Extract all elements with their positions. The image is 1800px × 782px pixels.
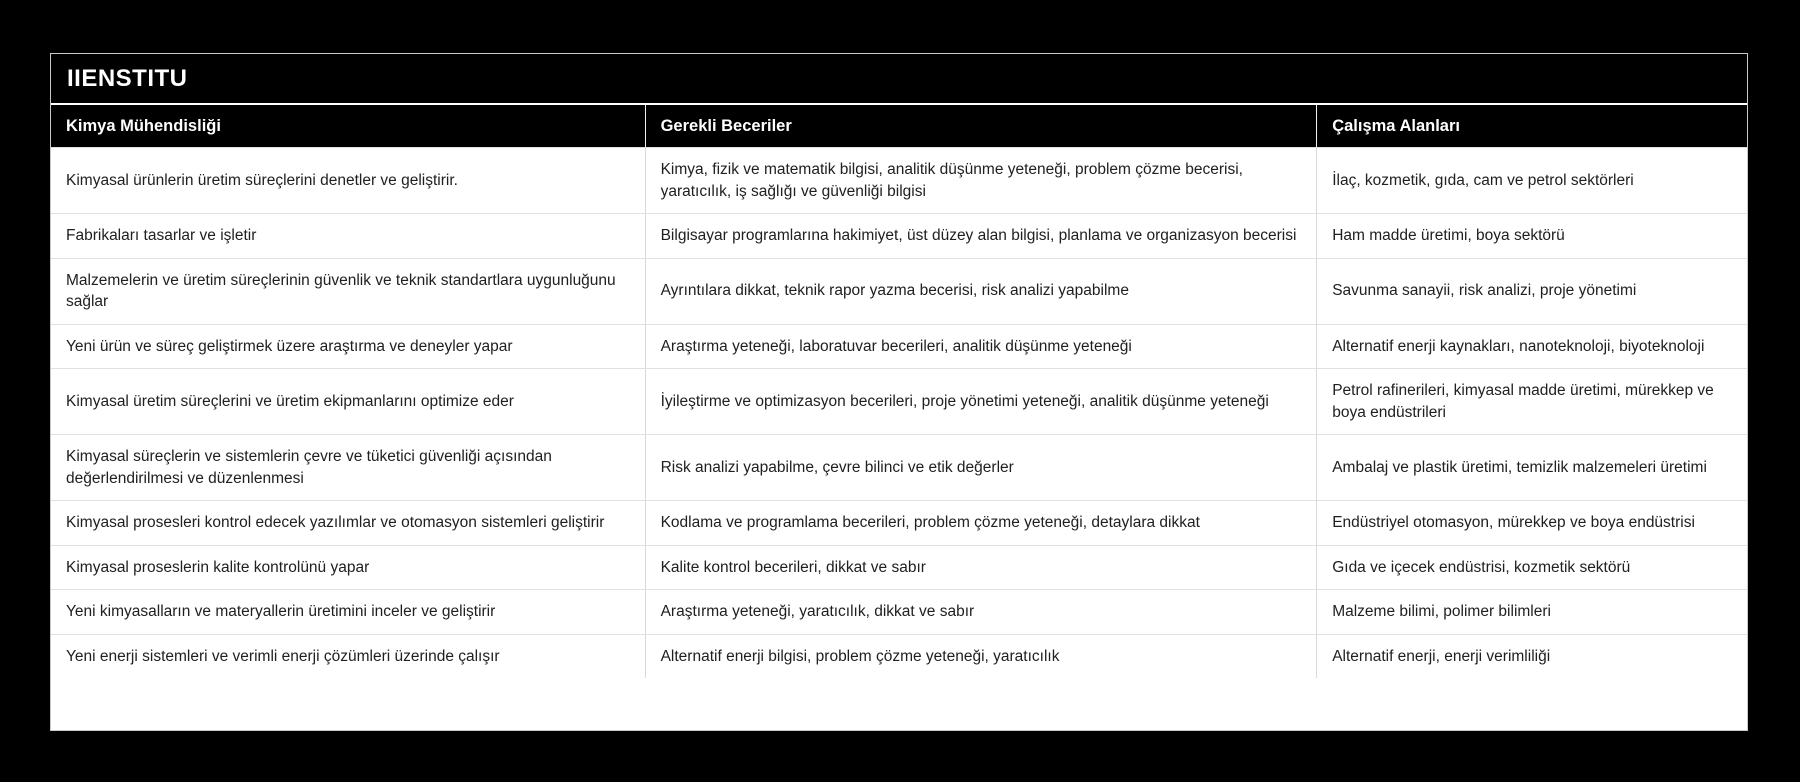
cell-areas: Malzeme bilimi, polimer bilimleri [1316, 590, 1747, 634]
cell-skills: İyileştirme ve optimizasyon becerileri, proje yönetimi yeteneği, analitik düşünme yeteneği [645, 369, 1317, 434]
cell-areas: Endüstriyel otomasyon, mürekkep ve boya endüstrisi [1316, 501, 1747, 545]
cell-areas: Ham madde üretimi, boya sektörü [1316, 214, 1747, 258]
cell-skills: Kalite kontrol becerileri, dikkat ve sabır [645, 546, 1317, 590]
column-header-required-skills: Gerekli Beceriler [645, 105, 1317, 147]
cell-role: Yeni ürün ve süreç geliştirmek üzere araştırma ve deneyler yapar [66, 337, 513, 355]
cell-areas: Alternatif enerji, enerji verimliliği [1316, 635, 1747, 679]
table-row [51, 324, 1747, 369]
cell-skills: Alternatif enerji bilgisi, problem çözme yeteneği, yaratıcılık [645, 635, 1317, 679]
column-header-profession: Kimya Mühendisliği [66, 117, 221, 135]
cell-areas: Gıda ve içecek endüstrisi, kozmetik sektörü [1316, 546, 1747, 590]
table-header-row [51, 105, 1747, 147]
content-card [50, 53, 1748, 731]
cell-areas: Petrol rafinerileri, kimyasal madde üretimi, mürekkep ve boya endüstrileri [1316, 369, 1747, 434]
cell-skills: Kodlama ve programlama becerileri, problem çözme yeteneği, detaylara dikkat [645, 501, 1317, 545]
table-row [51, 434, 1747, 500]
cell-role: Kimyasal ürünlerin üretim süreçlerini denetler ve geliştirir. [66, 171, 458, 189]
cell-role: Kimyasal üretim süreçlerini ve üretim ekipmanlarını optimize eder [66, 392, 514, 410]
cell-role: Kimyasal süreçlerin ve sistemlerin çevre ve tüketici güvenliği açısından değerlendirilmesi ve düzenlenmesi [66, 448, 552, 487]
careers-table [51, 105, 1747, 730]
cell-areas: Ambalaj ve plastik üretimi, temizlik malzemeleri üretimi [1316, 435, 1747, 500]
table-row [51, 589, 1747, 634]
cell-areas: İlaç, kozmetik, gıda, cam ve petrol sektörleri [1316, 148, 1747, 213]
cell-role: Kimyasal proseslerin kalite kontrolünü yapar [66, 558, 370, 576]
cell-skills: Araştırma yeteneği, laboratuvar becerileri, analitik düşünme yeteneği [645, 325, 1317, 369]
table-row [51, 634, 1747, 679]
brand-title-bar [51, 54, 1747, 105]
table-row [51, 545, 1747, 590]
table-row [51, 368, 1747, 434]
table-row [51, 258, 1747, 324]
cell-skills: Risk analizi yapabilme, çevre bilinci ve etik değerler [645, 435, 1317, 500]
table-row [51, 213, 1747, 258]
cell-skills: Kimya, fizik ve matematik bilgisi, analitik düşünme yeteneği, problem çözme becerisi, yaratıcılık, iş sağlığı ve güvenliği bilgisi [645, 148, 1317, 213]
cell-skills: Bilgisayar programlarına hakimiyet, üst düzey alan bilgisi, planlama ve organizasyon becerisi [645, 214, 1317, 258]
brand-title: IIENSTITU [67, 65, 188, 92]
cell-role: Yeni enerji sistemleri ve verimli enerji çözümleri üzerinde çalışır [66, 647, 500, 665]
cell-role: Fabrikaları tasarlar ve işletir [66, 227, 257, 244]
cell-skills: Araştırma yeteneği, yaratıcılık, dikkat ve sabır [645, 590, 1317, 634]
cell-areas: Savunma sanayii, risk analizi, proje yönetimi [1316, 259, 1747, 324]
table-row [51, 500, 1747, 545]
cell-role: Yeni kimyasalların ve materyallerin üretimini inceler ve geliştirir [66, 603, 496, 620]
column-header-work-areas: Çalışma Alanları [1316, 105, 1747, 147]
cell-skills: Ayrıntılara dikkat, teknik rapor yazma becerisi, risk analizi yapabilme [645, 259, 1317, 324]
cell-role: Malzemelerin ve üretim süreçlerinin güvenlik ve teknik standartlara uygunluğunu sağlar [66, 271, 616, 310]
cell-role: Kimyasal prosesleri kontrol edecek yazılımlar ve otomasyon sistemleri geliştirir [66, 514, 605, 531]
table-row [51, 147, 1747, 213]
cell-areas: Alternatif enerji kaynakları, nanoteknoloji, biyoteknoloji [1316, 325, 1747, 369]
